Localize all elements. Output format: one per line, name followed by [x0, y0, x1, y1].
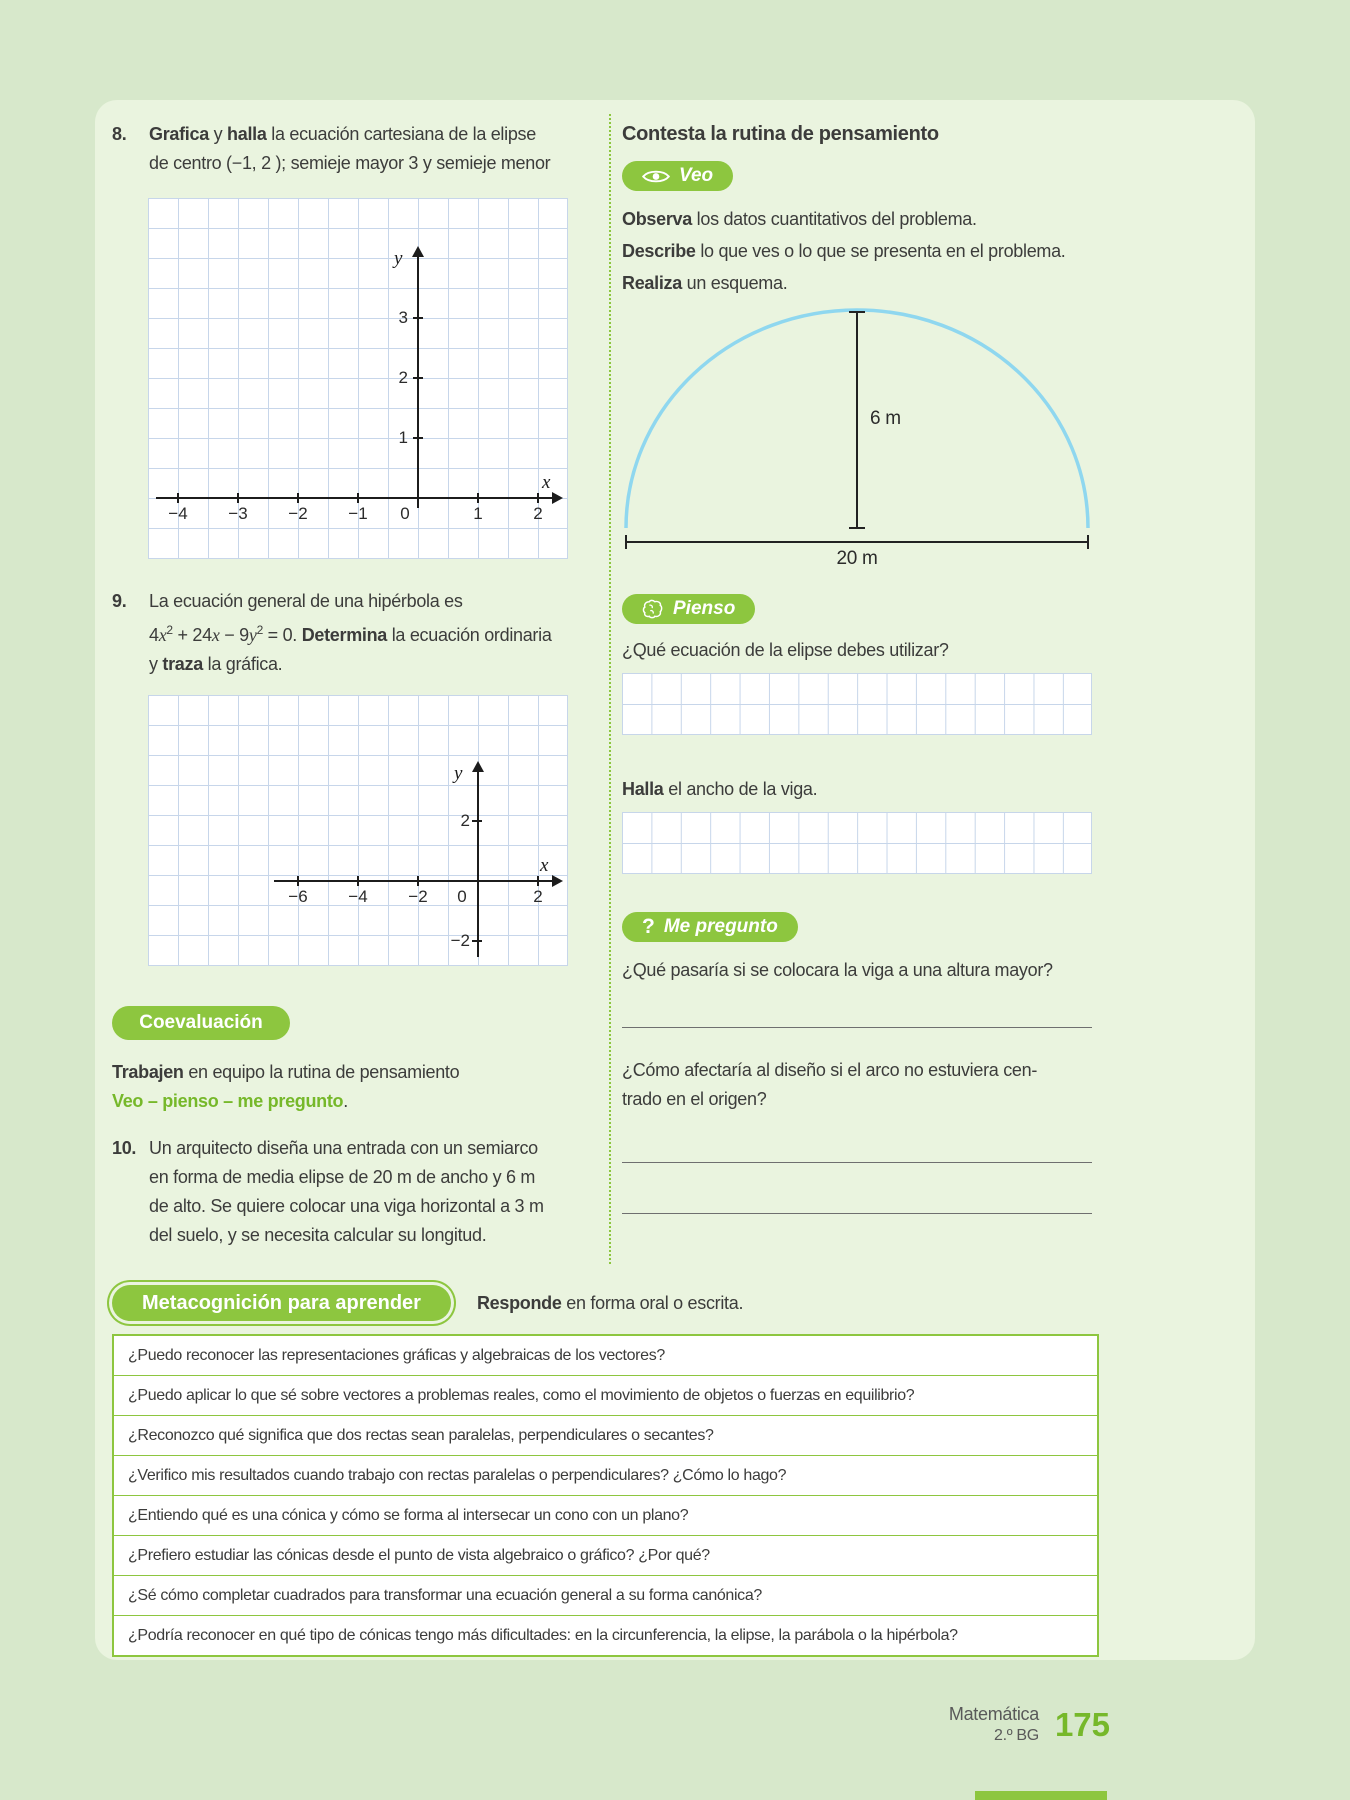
- metacognition-table: [112, 1334, 1099, 1657]
- page-footer: [840, 1704, 1110, 1746]
- y-tick: [472, 940, 482, 942]
- eye-icon: [642, 169, 670, 184]
- footer-brand: Matemática 2.º BG: [948, 1704, 1039, 1744]
- graph-exercise-9: [148, 695, 568, 966]
- halla-line: Halla el ancho de la viga.: [622, 779, 818, 799]
- x-tick: [177, 493, 179, 503]
- right-column: [622, 120, 1106, 1214]
- exercise-10-number: 10.: [112, 1138, 137, 1158]
- width-dimension-label: 20 m: [836, 548, 878, 569]
- y-tick: [413, 317, 423, 319]
- question-2: ¿Qué pasaría si se colocara la viga a una altura mayor?: [622, 960, 1053, 980]
- answer-line: [622, 1213, 1092, 1214]
- y-tick-label: 3: [398, 308, 408, 327]
- table-row: ¿Puedo aplicar lo que sé sobre vectores a problemas reales, como el movimiento de objetos o fuerzas en equilibrio?: [114, 1375, 1097, 1415]
- exercise-8-text: Grafica y halla la ecuación cartesiana de la elipse de centro (−1, 2 ); semieje mayor 3 y semieje menor: [149, 124, 551, 173]
- me-pregunto-pill: [622, 912, 798, 942]
- x-tick-label: 1: [473, 504, 483, 523]
- exercise-8-number: 8.: [112, 124, 127, 144]
- exercise-10-text: Un arquitecto diseña una entrada con un semiarco en forma de media elipse de 20 m de ancho y 6 m de alto. Se quiere colocar una viga horizontal a 3 m del suelo, y se necesita calcular su longitud.: [149, 1138, 544, 1245]
- metacognition-header: [112, 1285, 743, 1321]
- x-tick-label: −2: [408, 887, 428, 906]
- x-axis-label: x: [540, 855, 549, 876]
- veo-pienso-mepregunto-text: Veo – pienso – me pregunto: [112, 1091, 344, 1111]
- x-tick: [237, 493, 239, 503]
- x-tick-label: 2: [533, 504, 543, 523]
- x-axis: [156, 497, 552, 499]
- pienso-pill-label: Pienso: [673, 598, 736, 619]
- brain-icon: [642, 599, 664, 619]
- table-row: ¿Sé cómo completar cuadrados para transformar una ecuación general a su forma canónica?: [114, 1575, 1097, 1615]
- exercise-9-number: 9.: [112, 591, 127, 611]
- y-axis: [417, 256, 419, 508]
- describe-line: Describe lo que ves o lo que se presenta en el problema.: [622, 241, 1066, 261]
- x-tick-label: −4: [348, 887, 368, 906]
- y-tick: [413, 437, 423, 439]
- veo-pill-label: Veo: [679, 165, 714, 186]
- question-mark-icon: ?: [642, 915, 655, 938]
- y-axis-arrow-icon: [412, 246, 424, 257]
- table-row: ¿Verifico mis resultados cuando trabajo con rectas paralelas o perpendiculares? ¿Cómo lo hago?: [114, 1455, 1097, 1495]
- coevaluacion-badge: Coevaluación: [112, 1006, 290, 1040]
- exercise-10: [112, 1134, 598, 1250]
- right-heading: Contesta la rutina de pensamiento: [622, 123, 939, 145]
- x-tick-label: −6: [288, 887, 308, 906]
- exercise-8: [112, 120, 598, 178]
- x-tick-label: 0: [457, 887, 467, 906]
- x-axis: [274, 880, 552, 882]
- exercise-9: [112, 587, 598, 679]
- responde-line: Responde en forma oral o escrita.: [476, 1292, 744, 1313]
- y-tick: [472, 820, 482, 822]
- exercise-8-bold-grafica: Grafica: [149, 124, 209, 144]
- y-tick-label: 1: [398, 428, 408, 447]
- x-tick: [297, 493, 299, 503]
- veo-pill: [622, 161, 733, 191]
- y-axis-label: y: [394, 248, 403, 269]
- y-tick: [413, 377, 423, 379]
- y-tick-label: 2: [398, 368, 408, 387]
- exercise-9-text: La ecuación general de una hipérbola es $4x^2 + 24x - 9y^2 = 0$. Determina la ecuación ordinaria y traza la gráfica.: [149, 587, 598, 679]
- exercise-8-bold-halla: halla: [227, 124, 267, 144]
- column-divider: [609, 114, 611, 1264]
- y-axis-label: y: [454, 763, 463, 784]
- table-row: ¿Entiendo qué es una cónica y cómo se forma al intersecar un cono con un plano?: [114, 1495, 1097, 1535]
- table-row: ¿Prefiero estudiar las cónicas desde el punto de vista algebraico o gráfico? ¿Por qué?: [114, 1535, 1097, 1575]
- x-tick-label: −4: [168, 504, 188, 523]
- x-tick-label: 0: [400, 504, 410, 523]
- coevaluacion-text: Trabajen en equipo la rutina de pensamiento Veo – pienso – me pregunto.: [112, 1062, 460, 1111]
- y-axis: [477, 771, 479, 957]
- y-tick-label: 2: [460, 811, 470, 830]
- answer-grid-2: [622, 812, 1092, 874]
- answer-line: [622, 1027, 1092, 1028]
- table-row: ¿Podría reconocer en qué tipo de cónicas tengo más dificultades: en la circunferencia, la elipse, la parábola o la hipérbola?: [114, 1615, 1097, 1655]
- x-tick-label: −1: [348, 504, 368, 523]
- left-column: [112, 120, 598, 1250]
- table-row: ¿Reconozco qué significa que dos rectas sean paralelas, perpendiculares o secantes?: [114, 1415, 1097, 1455]
- x-tick: [537, 493, 539, 503]
- exercise-9-bold-traza: traza: [162, 654, 203, 674]
- x-tick: [477, 493, 479, 503]
- x-axis-arrow-icon: [552, 875, 563, 887]
- semi-ellipse-diagram: [622, 306, 1094, 580]
- table-row: ¿Puedo reconocer las representaciones gráficas y algebraicas de los vectores?: [128, 1346, 665, 1364]
- x-tick: [357, 493, 359, 503]
- me-pregunto-pill-label: Me pregunto: [663, 916, 778, 937]
- x-tick: [537, 876, 539, 886]
- realiza-line: Realiza un esquema.: [622, 273, 788, 293]
- x-axis-label: x: [542, 472, 551, 493]
- exercise-9-bold-determina: Determina: [301, 625, 388, 645]
- y-tick-label: −2: [450, 931, 470, 950]
- width-measure-line: [626, 535, 1088, 549]
- metacognicion-badge: Metacognición para aprender: [112, 1285, 451, 1321]
- diagram-svg: [622, 306, 1092, 556]
- x-tick: [357, 876, 359, 886]
- question-1: ¿Qué ecuación de la elipse debes utilizar?: [622, 640, 949, 660]
- x-tick-label: −2: [288, 504, 308, 523]
- y-axis-arrow-icon: [472, 761, 484, 772]
- answer-line: [622, 1162, 1092, 1163]
- page-number: 175: [1054, 1706, 1110, 1743]
- exercise-9-equation: $4x^2 + 24x - 9y^2 = 0$. Determina la ecuación ordinaria: [149, 623, 552, 645]
- x-tick-label: 2: [533, 887, 543, 906]
- x-tick-label: −3: [228, 504, 248, 523]
- x-tick: [297, 876, 299, 886]
- answer-grid-1: [622, 673, 1092, 735]
- bottom-edge-strip: [975, 1791, 1107, 1800]
- graph-exercise-8: [148, 198, 568, 559]
- pienso-pill: [622, 594, 755, 624]
- height-measure-line: [849, 312, 865, 528]
- observa-line: Observa los datos cuantitativos del problema.: [622, 209, 977, 229]
- height-dimension-label: 6 m: [870, 408, 901, 429]
- x-axis-arrow-icon: [552, 492, 563, 504]
- x-tick: [417, 876, 419, 886]
- question-3: ¿Cómo afectaría al diseño si el arco no estuviera cen- trado en el origen?: [622, 1060, 1038, 1109]
